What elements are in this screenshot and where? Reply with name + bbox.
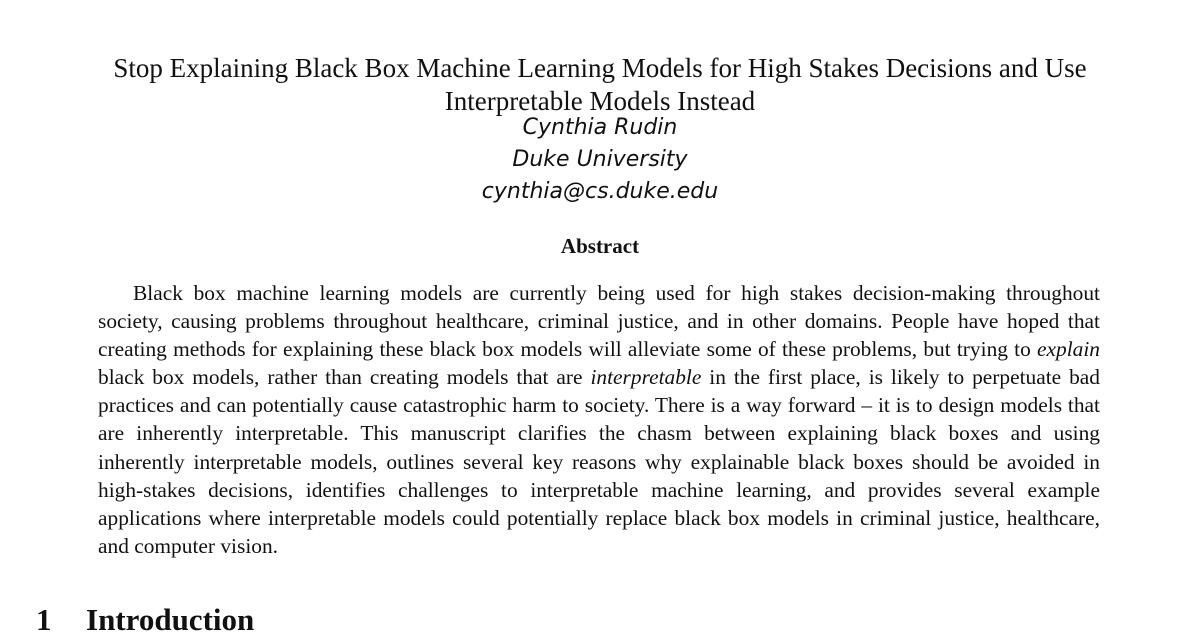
abstract-text-1: Black box machine learning models are currently being used for high stakes decision-making throughout society, causing problems throughout healthcare, criminal justice, and in other domains. People have hoped that creating methods for explaining these black box models will alleviate some of these problems, but trying to <box>98 281 1100 362</box>
author-name: Cynthia Rudin <box>522 115 678 140</box>
author-block <box>300 112 900 208</box>
abstract-heading: Abstract <box>560 234 640 258</box>
abstract-emphasis-explain: explain <box>1037 337 1100 362</box>
paper-title-line-2: Interpretable Models Instead <box>444 86 756 117</box>
author-affiliation: Duke University <box>512 147 688 172</box>
abstract-text-3: in the first place, is likely to perpetuate bad practices and can potentially cause catastrophic harm to society. There is a way forward – it is to design models that are inherently interpretable. This manuscript clarifies the chasm between explaining black boxes and using inherently interpretable models, outlines several key reasons why explainable black boxes should be avoided in high-stakes decisions, identifies challenges to interpretable machine learning, and provides several example applications where interpretable models could potentially replace black box models in criminal justice, healthcare, and computer vision. <box>98 365 1100 558</box>
abstract-text-2: black box models, rather than creating models that are <box>98 365 591 390</box>
section-number: 1 <box>36 602 52 637</box>
paper-title-line-1: Stop Explaining Black Box Machine Learning Models for High Stakes Decisions and Use <box>113 53 1087 84</box>
paper-title <box>60 52 1140 118</box>
author-email: cynthia@cs.duke.edu <box>481 179 719 204</box>
abstract-emphasis-interpretable: interpretable <box>590 365 702 390</box>
abstract-body <box>98 279 1100 560</box>
section-heading <box>36 600 254 640</box>
section-title: Introduction <box>86 602 255 637</box>
